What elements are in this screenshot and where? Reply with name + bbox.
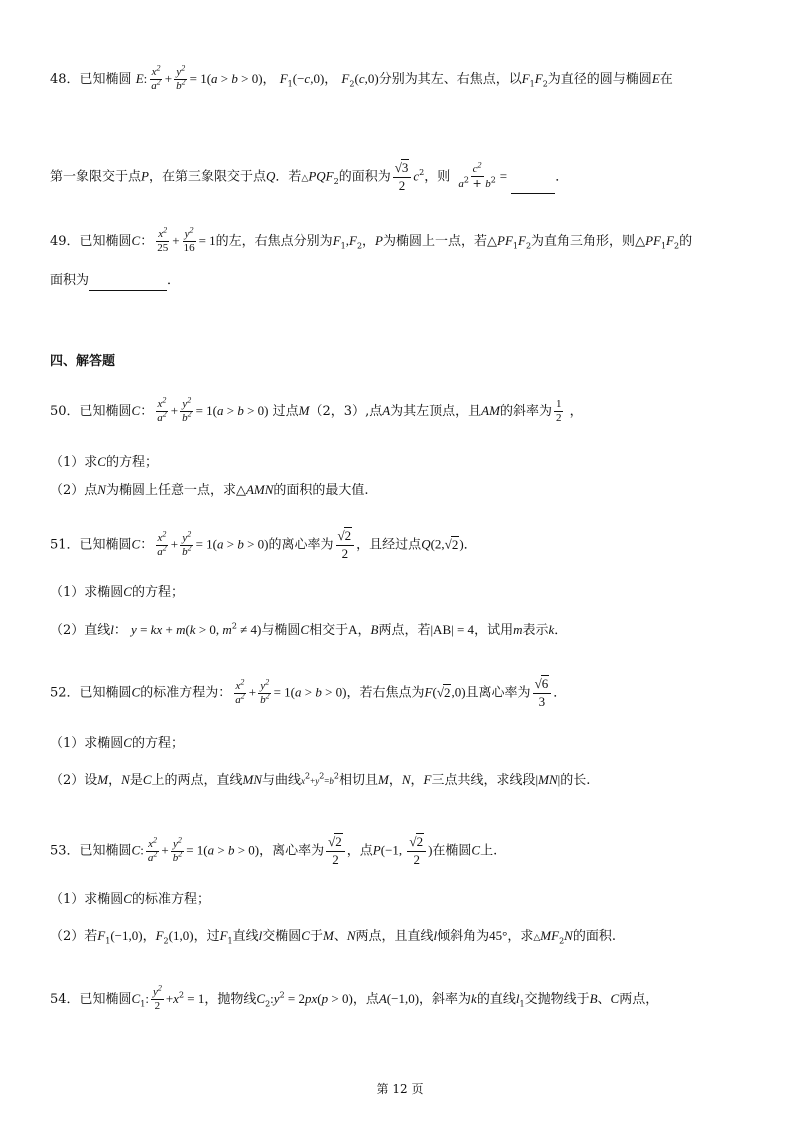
q51-part-2-c: 相交于	[309, 623, 349, 638]
q49-text-1: 的左，右焦点分别为	[215, 234, 333, 249]
q51-part-2-b: 与椭圆	[261, 623, 301, 638]
q52-part-2-c: 上的两点，直线	[151, 773, 243, 788]
q48-line2a: 第一象限交于点	[50, 169, 142, 185]
question-48-line-2: 第一象限交于点P，在第三象限交于点Q．若$\triangle PQF_2$的面积为 $\frac{√3}{2}$ $c^2$，则 $\frac{c^2}{a^2 + b^2}$ = ．	[50, 160, 569, 193]
q50-text-3: 为其左顶点，且	[390, 404, 482, 419]
question-50-part-2: （2）点N为椭圆上任意一点，求△AMN的面积的最大值.	[50, 482, 369, 498]
q48-line2f: ．	[555, 169, 569, 185]
question-52-part-1: （1）求椭圆C的方程；	[50, 735, 184, 751]
q52-end: ．	[553, 685, 567, 701]
question-50-line-1: 50．已知椭圆C： $\frac{x^2}{a^2}$ + $\frac{y^2}{b^2}$ = 1(a > b > 0) 过点M（2，3）,点A为其左顶点，且AM的斜率为 $\frac{1}{2}$ ，	[50, 395, 583, 424]
question-51-part-1: （1）求椭圆C的方程；	[50, 584, 184, 600]
q53-part-2-c: 直线	[232, 929, 259, 944]
q48-text-2: 为直径的圆与椭圆	[547, 72, 652, 87]
q52-text-1: 的标准方程为：	[140, 685, 232, 701]
q49-number: 49．已知椭圆	[50, 234, 132, 249]
q52-part-2-e: 相切且	[338, 773, 378, 788]
q48-line2c: ．若	[275, 169, 302, 185]
q54-text-5: 交抛物线于	[524, 992, 590, 1007]
q53-part-2-a: （2）若	[50, 929, 98, 944]
question-54-line-1: 54．已知椭圆$C_1$: $\frac{y^2}{2}$ $+x^2 = 1$，抛物线$C_2:y^2 = 2px(p > 0)$，点A(−1,0)，斜率为k的直线$l_1$交抛物线于B、C两点，	[50, 983, 659, 1012]
q52-part-2-g: 的长.	[560, 773, 591, 788]
q54-text-6: 两点，	[619, 992, 659, 1007]
question-49-line-1: 49．已知椭圆C： $\frac{x^2}{25}$ + $\frac{y^2}{16}$ = 1的左，右焦点分别为$F_1,F_2$，P为椭圆上一点，若$\triangle PF_1F_2$为直角三角形，则$\triangle PF_1F_2$的	[50, 225, 693, 254]
q50-part-1-a: （1）求	[50, 455, 98, 470]
q52-part-1-b: 的方程；	[131, 736, 184, 751]
q52-part-2-f: 三点共线，求线段	[431, 773, 536, 788]
q48-line2b: ，在第三象限交于点	[148, 169, 266, 185]
q50-part-2-c: 的面积的最大值.	[273, 483, 369, 498]
q54-text-3: ，斜率为	[419, 992, 472, 1007]
q49-end: ．	[167, 273, 181, 288]
q51-end: ．	[463, 537, 477, 553]
question-50-part-1: （1）求C的方程；	[50, 454, 158, 470]
q48-ellipse-equation: E	[135, 71, 144, 86]
q48-line2d: 的面积为	[338, 169, 391, 185]
q50-point: （2，3）	[309, 404, 366, 419]
q51-part-2-g: ．	[554, 623, 568, 638]
q51-text-1: 的离心率为	[268, 537, 334, 553]
q51-number: 51．已知椭圆	[50, 537, 132, 553]
section-heading: 四、解答题	[50, 354, 116, 369]
q53-part-2-d: 交椭圆	[262, 929, 302, 944]
q49-text-4: 的	[679, 234, 693, 249]
q53-text-2: ，点	[346, 843, 373, 859]
q53-text-4: 上.	[480, 843, 498, 859]
question-53-part-2: （2）若$F_1(-1,0)$，$F_2(1,0)$，过$F_1$直线l交椭圆C于M、N两点，且直线l倾斜角为45°，求$\triangle MF_2N$的面积.	[50, 928, 616, 946]
question-51-part-2: （2）直线l： y = kx + m(k > 0, $m^2 \ne 4$)与椭圆C相交于A，B两点，若|AB| = 4，试用m表示k．	[50, 621, 568, 638]
q53-part-2-g: 倾斜角为	[437, 929, 490, 944]
q50-text-2: ,点	[365, 404, 383, 419]
q53-part-2-i: 的面积.	[572, 929, 616, 944]
q52-text-3: 且离心率为	[465, 685, 531, 701]
q53-part-2-f: 两点，且直线	[355, 929, 434, 944]
q51-part-1-a: （1）求椭圆	[50, 585, 124, 600]
q53-number: 53．已知椭圆	[50, 843, 132, 859]
q50-part-1-b: 的方程；	[105, 455, 158, 470]
q53-part-2-h: ，求	[507, 929, 534, 944]
q51-text-2: ，且经过点	[356, 537, 422, 553]
q48-answer-blank[interactable]	[511, 193, 555, 194]
q50-text-1: 过点	[272, 404, 299, 419]
question-52-line-1: 52．已知椭圆C的标准方程为： $\frac{x^2}{a^2}$ + $\frac{y^2}{b^2}$ = 1(a > b > 0)，若右焦点为F(√2,0)且离心率为 $\frac{√6}{3}$ ．	[50, 676, 567, 709]
q52-part-1-a: （1）求椭圆	[50, 736, 124, 751]
q54-text-1: ，抛物线	[204, 992, 257, 1007]
q51-part-2-e: ，试用	[474, 623, 514, 638]
q50-part-2-b: 为椭圆上任意一点，求△	[105, 483, 246, 498]
q52-part-2-b: 是	[129, 773, 143, 788]
q50-end: ，	[569, 404, 583, 419]
q51-part-2-d: 两点，若	[378, 623, 431, 638]
q52-part-2-d: 与曲线	[262, 773, 302, 788]
question-53-line-1: 53．已知椭圆C: $\frac{x^2}{a^2}$ + $\frac{y^2}{b^2}$ = 1(a > b > 0)，离心率为 $\frac{√2}{2}$ ，点P(−1, $\frac{√2}{2}$ )在椭圆C上.	[50, 834, 498, 867]
q49-text-2: 为椭圆上一点，若	[383, 234, 488, 249]
q53-part-1-a: （1）求椭圆	[50, 892, 124, 907]
question-48-line-1: 48．已知椭圆 E: $\frac{x^2}{a^2}$ + $\frac{y^2}{b^2}$ = 1(a > b > 0)， $F_1(-c,0)$， $F_2(c,0)$分别为其左、右焦点，以$F_1F_2$为直径的圆与椭圆E在	[50, 63, 673, 92]
page-footer: 第 12 页	[376, 1082, 424, 1096]
q49-answer-blank[interactable]	[89, 290, 167, 291]
q54-text-2: ，点	[352, 992, 379, 1007]
q53-part-1-b: 的标准方程；	[131, 892, 210, 907]
q53-part-2-b: ，过	[193, 929, 220, 944]
q51-part-2-a: （2）直线	[50, 623, 111, 638]
q51-part-1-b: 的方程；	[131, 585, 184, 600]
q53-text-1: ，离心率为	[259, 843, 325, 859]
q48-number: 48．已知椭圆	[50, 72, 132, 87]
q52-text-2: ，若右焦点为	[346, 685, 425, 701]
question-52-part-2: （2）设M，N是C上的两点，直线MN与曲线$x^2+y^2=b^2$相切且M，N，F三点共线，求线段|MN|的长.	[50, 771, 591, 788]
q49-text-3: 为直角三角形，则	[531, 234, 636, 249]
q52-number: 52．已知椭圆	[50, 685, 132, 701]
question-49-line-2	[50, 271, 770, 291]
q53-text-3: 在椭圆	[432, 843, 472, 859]
q52-part-2-a: （2）设	[50, 773, 98, 788]
q54-text-4: 的直线	[476, 992, 516, 1007]
q48-line2e: ，则	[424, 169, 451, 185]
q50-text-4: 的斜率为	[499, 404, 552, 419]
q51-part-2-f: 表示	[522, 623, 549, 638]
question-53-part-1: （1）求椭圆C的标准方程；	[50, 891, 210, 907]
q48-text-3: 在	[659, 72, 673, 87]
question-51-line-1: 51．已知椭圆C： $\frac{x^2}{a^2}$ + $\frac{y^2}{b^2}$ = 1(a > b > 0)的离心率为 $\frac{√2}{2}$ ，且经过点Q(2,√2)．	[50, 528, 477, 561]
q48-text-1: 分别为其左、右焦点，以	[378, 72, 522, 87]
q54-number: 54．已知椭圆	[50, 992, 132, 1007]
q53-part-2-e: 于	[309, 929, 323, 944]
q50-number: 50．已知椭圆	[50, 404, 132, 419]
q50-part-2-a: （2）点	[50, 483, 98, 498]
q49-line-2-text: 面积为	[50, 273, 90, 288]
